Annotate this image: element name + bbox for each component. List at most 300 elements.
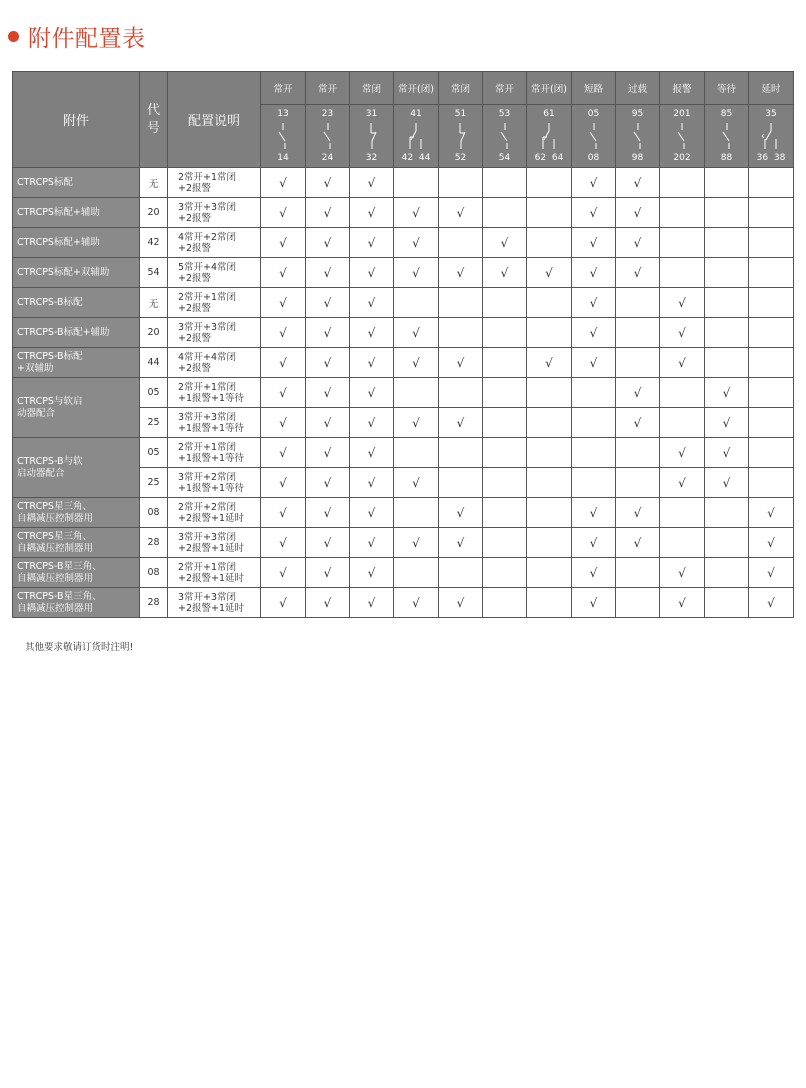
- config-desc-line: +1报警+1等待: [178, 422, 245, 434]
- check-cell: [306, 408, 350, 438]
- table-row: [13, 288, 794, 318]
- config-desc-line: 4常开+4常闭: [178, 351, 237, 363]
- check-mark-icon: √: [367, 385, 376, 400]
- check-cell: [616, 438, 660, 468]
- config-desc-cell: [168, 318, 261, 348]
- column-type: 等待: [705, 72, 749, 105]
- check-mark-icon: √: [279, 475, 287, 490]
- check-cell: [616, 588, 660, 618]
- check-cell: [350, 468, 394, 498]
- check-cell: [660, 558, 705, 588]
- code-cell: 20: [140, 318, 168, 348]
- config-desc-cell: [168, 168, 261, 198]
- accessory-name-cell: [13, 528, 140, 558]
- check-mark-icon: √: [412, 415, 420, 430]
- check-cell: [394, 528, 439, 558]
- config-desc-line: +2报警: [178, 272, 212, 284]
- terminal-bottom-label: 14: [277, 153, 289, 163]
- accessory-name-cell: [13, 198, 140, 228]
- check-cell: [572, 168, 616, 198]
- check-cell: [439, 348, 483, 378]
- check-mark-icon: √: [412, 265, 420, 280]
- config-desc-line: +2报警: [178, 302, 212, 314]
- config-desc-line: +2报警+1延时: [178, 512, 245, 524]
- check-mark-icon: √: [589, 205, 598, 220]
- check-cell: [439, 168, 483, 198]
- check-cell: [527, 198, 572, 228]
- config-desc-line: +1报警+1等待: [178, 452, 245, 464]
- check-mark-icon: √: [633, 535, 642, 550]
- terminal-top-label: 23: [321, 109, 334, 119]
- check-cell: [705, 408, 749, 438]
- table-row: [13, 198, 794, 228]
- accessory-name-line: CTRCPS-B星三角、: [17, 590, 102, 602]
- code-cell: 44: [140, 348, 168, 378]
- check-mark-icon: √: [323, 415, 332, 430]
- check-cell: [439, 258, 483, 288]
- check-mark-icon: √: [678, 445, 686, 460]
- check-cell: [616, 258, 660, 288]
- check-mark-icon: √: [323, 535, 332, 550]
- code-cell: 05: [140, 378, 168, 408]
- check-cell: [483, 348, 527, 378]
- check-cell: [660, 288, 705, 318]
- config-desc-cell: [168, 198, 261, 228]
- contact-symbol-icon: [587, 123, 601, 149]
- table-row: [13, 588, 794, 618]
- accessory-name-cell: [13, 168, 140, 198]
- config-desc-line: 5常开+4常闭: [178, 261, 237, 273]
- check-cell: [350, 258, 394, 288]
- check-cell: [705, 438, 749, 468]
- check-cell: [572, 378, 616, 408]
- check-mark-icon: √: [279, 265, 287, 280]
- check-cell: [572, 228, 616, 258]
- check-mark-icon: √: [678, 565, 686, 580]
- column-type: 常开(闭): [527, 72, 572, 105]
- check-cell: [483, 438, 527, 468]
- config-desc-line: +1报警+1等待: [178, 482, 245, 494]
- check-cell: [306, 378, 350, 408]
- check-cell: [394, 348, 439, 378]
- table-row: [13, 438, 794, 468]
- check-mark-icon: √: [633, 235, 642, 250]
- config-desc-line: +2报警: [178, 212, 212, 224]
- check-mark-icon: √: [767, 505, 775, 520]
- code-cell: 无: [140, 168, 168, 198]
- check-mark-icon: √: [589, 595, 598, 610]
- check-mark-icon: √: [323, 475, 332, 490]
- check-cell: [527, 558, 572, 588]
- check-cell: [306, 228, 350, 258]
- terminal-top-label: 51: [454, 109, 467, 119]
- check-cell: [749, 408, 794, 438]
- check-cell: [350, 408, 394, 438]
- check-mark-icon: √: [367, 415, 376, 430]
- check-cell: [350, 378, 394, 408]
- terminal-top-label: 85: [720, 109, 733, 119]
- check-mark-icon: √: [456, 205, 465, 220]
- contact-diagram: [705, 105, 749, 168]
- check-cell: [660, 408, 705, 438]
- check-cell: [572, 498, 616, 528]
- check-cell: [483, 198, 527, 228]
- footnote: 其他要求敬请订货时注明!: [25, 642, 134, 653]
- table-row: [13, 498, 794, 528]
- terminal-bottom-label: 52: [454, 153, 467, 163]
- check-cell: [616, 558, 660, 588]
- check-cell: [394, 378, 439, 408]
- code-cell: 28: [140, 528, 168, 558]
- check-cell: [705, 318, 749, 348]
- check-cell: [527, 498, 572, 528]
- check-mark-icon: √: [456, 505, 465, 520]
- check-cell: [572, 258, 616, 288]
- terminal-bottom-label: 32: [365, 153, 378, 163]
- column-type: 短路: [572, 72, 616, 105]
- check-cell: [616, 528, 660, 558]
- check-cell: [705, 168, 749, 198]
- check-cell: [660, 528, 705, 558]
- check-cell: [261, 258, 306, 288]
- check-mark-icon: √: [323, 445, 332, 460]
- check-cell: [439, 408, 483, 438]
- check-cell: [483, 378, 527, 408]
- check-mark-icon: √: [367, 475, 376, 490]
- accessory-name-line: 自耦减压控制器用: [17, 572, 94, 584]
- column-type: 过载: [616, 72, 660, 105]
- check-cell: [527, 438, 572, 468]
- check-cell: [439, 318, 483, 348]
- check-mark-icon: √: [589, 175, 598, 190]
- check-cell: [660, 258, 705, 288]
- config-desc-line: +2报警: [178, 242, 212, 254]
- contact-symbol-icon: [760, 123, 782, 149]
- check-cell: [660, 378, 705, 408]
- check-cell: [705, 498, 749, 528]
- check-cell: [483, 288, 527, 318]
- check-mark-icon: √: [678, 325, 686, 340]
- check-cell: [483, 588, 527, 618]
- column-type: 常开: [261, 72, 306, 105]
- code-cell: 28: [140, 588, 168, 618]
- check-mark-icon: √: [367, 445, 376, 460]
- check-cell: [705, 468, 749, 498]
- config-desc-line: 2常开+1常闭: [178, 561, 237, 573]
- check-mark-icon: √: [279, 205, 287, 220]
- check-cell: [749, 228, 794, 258]
- contact-diagram: [660, 105, 705, 168]
- check-cell: [394, 318, 439, 348]
- check-cell: [483, 408, 527, 438]
- check-cell: [350, 528, 394, 558]
- config-desc-line: 2常开+1常闭: [178, 291, 237, 303]
- contact-symbol-icon: [405, 123, 427, 149]
- check-mark-icon: √: [279, 355, 287, 370]
- check-cell: [306, 468, 350, 498]
- contact-diagram: [350, 105, 394, 168]
- accessory-name-cell: [13, 258, 140, 288]
- check-cell: [749, 318, 794, 348]
- check-cell: [616, 318, 660, 348]
- check-cell: [350, 498, 394, 528]
- check-cell: [350, 588, 394, 618]
- check-cell: [572, 288, 616, 318]
- accessory-name-line: CTRCPS标配+辅助: [17, 206, 100, 218]
- check-cell: [306, 558, 350, 588]
- check-cell: [439, 198, 483, 228]
- config-desc-line: +2报警: [178, 182, 212, 194]
- contact-diagram: [439, 105, 483, 168]
- check-cell: [616, 288, 660, 318]
- check-mark-icon: √: [279, 235, 287, 250]
- check-cell: [749, 558, 794, 588]
- check-cell: [261, 558, 306, 588]
- check-mark-icon: √: [412, 205, 420, 220]
- check-cell: [572, 528, 616, 558]
- check-cell: [527, 378, 572, 408]
- terminal-top-label: 31: [365, 109, 378, 119]
- check-cell: [616, 168, 660, 198]
- terminal-top-label: 13: [277, 109, 289, 119]
- config-desc-cell: [168, 228, 261, 258]
- bullet-icon: [8, 31, 19, 42]
- check-mark-icon: √: [722, 415, 731, 430]
- terminal-bottom-label: 88: [720, 153, 733, 163]
- terminal-bottom-label: 202: [673, 153, 691, 163]
- check-cell: [483, 168, 527, 198]
- check-cell: [749, 288, 794, 318]
- check-cell: [350, 228, 394, 258]
- config-desc-line: +1报警+1等待: [178, 392, 245, 404]
- check-mark-icon: √: [412, 325, 420, 340]
- check-cell: [705, 348, 749, 378]
- config-desc-line: 3常开+3常闭: [178, 411, 237, 423]
- check-cell: [439, 558, 483, 588]
- check-cell: [306, 498, 350, 528]
- terminal-bottom-label: 42 44: [401, 153, 431, 163]
- code-cell: 25: [140, 408, 168, 438]
- check-mark-icon: √: [367, 205, 376, 220]
- check-cell: [616, 468, 660, 498]
- accessory-name-line: 自耦减压控制器用: [17, 542, 94, 554]
- contact-diagram: [394, 105, 439, 168]
- check-mark-icon: √: [323, 205, 332, 220]
- check-mark-icon: √: [412, 475, 420, 490]
- check-mark-icon: √: [545, 265, 553, 280]
- check-cell: [660, 498, 705, 528]
- check-cell: [439, 528, 483, 558]
- check-cell: [616, 348, 660, 378]
- check-cell: [660, 228, 705, 258]
- terminal-top-label: 41: [410, 109, 422, 119]
- check-mark-icon: √: [767, 565, 775, 580]
- check-mark-icon: √: [767, 535, 775, 550]
- column-type: 常闭: [439, 72, 483, 105]
- config-desc-cell: [168, 258, 261, 288]
- check-mark-icon: √: [633, 175, 642, 190]
- check-cell: [527, 288, 572, 318]
- accessory-name-line: CTRCPS星三角、: [17, 500, 92, 512]
- check-mark-icon: √: [367, 355, 376, 370]
- check-cell: [660, 348, 705, 378]
- check-mark-icon: √: [367, 535, 376, 550]
- check-cell: [439, 438, 483, 468]
- accessory-name-cell: [13, 288, 140, 318]
- check-cell: [439, 378, 483, 408]
- check-mark-icon: √: [589, 265, 598, 280]
- header-code-line2: 号: [146, 120, 160, 136]
- terminal-bottom-label: 54: [498, 153, 511, 163]
- check-cell: [572, 198, 616, 228]
- check-cell: [705, 378, 749, 408]
- contact-diagram: [616, 105, 660, 168]
- check-mark-icon: √: [323, 505, 332, 520]
- table-row: [13, 528, 794, 558]
- check-mark-icon: √: [323, 295, 332, 310]
- contact-diagram: [306, 105, 350, 168]
- contact-diagram: [749, 105, 794, 168]
- check-cell: [527, 408, 572, 438]
- accessory-config-table: [12, 71, 794, 618]
- config-desc-cell: [168, 558, 261, 588]
- accessory-name-line: 自耦减压控制器用: [17, 512, 94, 524]
- accessory-name-line: CTRCPS与软启: [17, 395, 83, 407]
- accessory-name-cell: [13, 588, 140, 618]
- accessory-name-line: CTRCPS标配: [17, 176, 73, 188]
- check-mark-icon: √: [279, 175, 287, 190]
- check-cell: [616, 378, 660, 408]
- check-mark-icon: √: [678, 595, 686, 610]
- accessory-name-cell: [13, 438, 140, 498]
- accessory-name-line: CTRCPS星三角、: [17, 530, 92, 542]
- check-mark-icon: √: [323, 325, 332, 340]
- check-mark-icon: √: [412, 235, 420, 250]
- terminal-bottom-label: 24: [321, 153, 334, 163]
- check-mark-icon: √: [412, 535, 420, 550]
- check-cell: [350, 348, 394, 378]
- check-cell: [749, 468, 794, 498]
- check-cell: [660, 468, 705, 498]
- check-cell: [749, 438, 794, 468]
- column-type: 常开(闭): [394, 72, 439, 105]
- check-cell: [439, 588, 483, 618]
- check-cell: [306, 258, 350, 288]
- accessory-name-line: +双辅助: [17, 362, 54, 374]
- check-cell: [261, 348, 306, 378]
- terminal-top-label: 61: [543, 109, 555, 119]
- check-mark-icon: √: [279, 295, 287, 310]
- check-cell: [261, 198, 306, 228]
- check-cell: [394, 588, 439, 618]
- check-cell: [572, 558, 616, 588]
- check-cell: [350, 168, 394, 198]
- accessory-name-cell: [13, 558, 140, 588]
- check-cell: [306, 198, 350, 228]
- code-cell: 08: [140, 558, 168, 588]
- check-cell: [483, 228, 527, 258]
- check-cell: [749, 168, 794, 198]
- check-cell: [705, 588, 749, 618]
- check-mark-icon: √: [589, 505, 598, 520]
- check-cell: [527, 528, 572, 558]
- accessory-name-line: 启动器配合: [17, 467, 65, 479]
- check-cell: [616, 228, 660, 258]
- check-mark-icon: √: [279, 445, 287, 460]
- column-type: 报警: [660, 72, 705, 105]
- terminal-bottom-label: 62 64: [534, 153, 564, 163]
- check-cell: [483, 318, 527, 348]
- check-mark-icon: √: [767, 595, 775, 610]
- check-cell: [394, 468, 439, 498]
- check-cell: [261, 528, 306, 558]
- check-cell: [572, 588, 616, 618]
- check-cell: [705, 558, 749, 588]
- check-mark-icon: √: [678, 295, 686, 310]
- check-cell: [483, 468, 527, 498]
- check-cell: [572, 468, 616, 498]
- table-row: [13, 228, 794, 258]
- config-desc-cell: [168, 588, 261, 618]
- check-mark-icon: √: [279, 505, 287, 520]
- config-desc-cell: [168, 498, 261, 528]
- contact-symbol-icon: [454, 123, 468, 149]
- check-cell: [350, 558, 394, 588]
- check-cell: [439, 468, 483, 498]
- check-cell: [394, 408, 439, 438]
- check-mark-icon: √: [633, 205, 642, 220]
- check-cell: [306, 588, 350, 618]
- check-cell: [261, 588, 306, 618]
- config-desc-cell: [168, 468, 261, 498]
- check-cell: [527, 318, 572, 348]
- check-mark-icon: √: [323, 175, 332, 190]
- check-cell: [705, 258, 749, 288]
- code-cell: 42: [140, 228, 168, 258]
- config-desc-line: 2常开+2常闭: [178, 501, 237, 513]
- check-cell: [572, 438, 616, 468]
- check-cell: [749, 528, 794, 558]
- check-cell: [261, 168, 306, 198]
- accessory-name-cell: [13, 378, 140, 438]
- header-accessory: 附件: [13, 72, 140, 168]
- check-cell: [261, 498, 306, 528]
- check-cell: [616, 408, 660, 438]
- contact-symbol-icon: [498, 123, 512, 149]
- check-mark-icon: √: [412, 595, 420, 610]
- accessory-name-cell: [13, 348, 140, 378]
- terminal-top-label: 53: [498, 109, 511, 119]
- check-mark-icon: √: [500, 265, 509, 280]
- check-mark-icon: √: [367, 325, 376, 340]
- check-cell: [527, 258, 572, 288]
- table-row: [13, 318, 794, 348]
- check-cell: [394, 498, 439, 528]
- check-cell: [261, 318, 306, 348]
- check-mark-icon: √: [545, 355, 553, 370]
- config-desc-cell: [168, 288, 261, 318]
- check-cell: [261, 228, 306, 258]
- check-mark-icon: √: [589, 535, 598, 550]
- check-cell: [572, 348, 616, 378]
- check-mark-icon: √: [279, 595, 287, 610]
- code-cell: 08: [140, 498, 168, 528]
- accessory-name-line: CTRCPS标配+辅助: [17, 236, 100, 248]
- check-cell: [483, 498, 527, 528]
- check-cell: [660, 438, 705, 468]
- check-cell: [350, 198, 394, 228]
- check-cell: [749, 588, 794, 618]
